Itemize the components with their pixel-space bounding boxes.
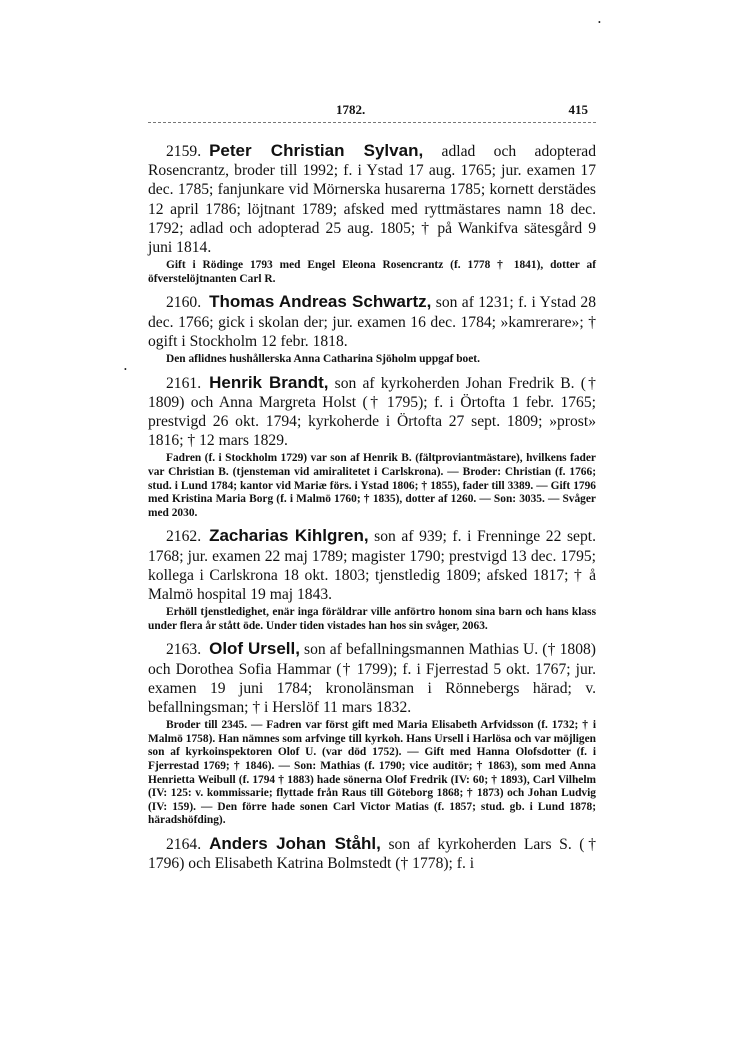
entry-note: Den aflidnes hushållerska Anna Catharina Sjöholm uppgaf boet. bbox=[166, 353, 480, 366]
entry-body: son af befallningsmannen Mathias U. († 1808) och Dorothea Sofia Hammar († 1799); f. i Fjerrestad 5 okt. 1767; jur. examen 19 juni 1784; kronolänsman i Rönnebergs härad; v. befallningsman; † i Herslöf 11 mars 1832. bbox=[148, 641, 596, 716]
entry-note: Erhöll tjenstledighet, enär inga föräldrar ville anförtro honom sina barn och hans klass under flera år stått öde. Under tiden vistades han hos sin svåger, 2063. bbox=[148, 606, 596, 632]
entry-main-text bbox=[148, 834, 596, 873]
margin-dot-left: • bbox=[124, 365, 127, 374]
entry-number: 2164. bbox=[166, 835, 202, 853]
entry-number: 2161. bbox=[166, 374, 202, 392]
entry-main-text bbox=[148, 373, 596, 451]
header-year: 1782. bbox=[336, 102, 366, 117]
margin-dot-top-right: • bbox=[598, 18, 601, 27]
entry-main-text bbox=[148, 141, 596, 257]
entry-note: Fadren (f. i Stockholm 1729) var son af Henrik B. (fältproviantmästare), hvilkens fader var Christian B. (tjensteman vid amiralitetet i Carlskrona). — Broder: Christian (f. 1766; stud. i Lund 1784; kantor vid Mariæ förs. i Ystad 1806; † 1855), fader till 3389. — Gift 1796 med Kristina Maria Borg (f. i Malmö 1760; † 1835), dotter af 1260. — Son: 3035. — Svåger med 2030. bbox=[148, 452, 596, 519]
entry-main-text bbox=[148, 639, 596, 717]
entry bbox=[148, 292, 596, 366]
entry-number: 2160. bbox=[166, 294, 202, 312]
entry-number: 2159. bbox=[166, 143, 202, 160]
entry bbox=[148, 141, 596, 286]
entry-name: Anders Johan Ståhl, bbox=[209, 833, 381, 853]
entry-number: 2162. bbox=[166, 528, 202, 546]
entry-name: Peter Christian Sylvan, bbox=[209, 141, 424, 160]
page-header bbox=[148, 96, 596, 118]
entry bbox=[148, 639, 596, 828]
page-number: 415 bbox=[568, 102, 588, 117]
entry-main-text bbox=[148, 292, 596, 351]
entry bbox=[148, 373, 596, 521]
entry-number: 2163. bbox=[166, 641, 202, 659]
entry-name: Thomas Andreas Schwartz, bbox=[209, 292, 432, 312]
entry-body: adlad och adopterad Rosencrantz, broder till 1992; f. i Ystad 17 aug. 1765; jur. examen 17 dec. 1785; fanjunkare vid Mörnerska husarerna 1785; kornett derstädes 12 april 1786; löjtnant 1789; afsked med ryttmästares namn 18 dec. 1792; adlad och adopterad 25 aug. 1805; † på Wankifva sätesgård 9 juni 1814. bbox=[148, 143, 597, 257]
entry-main-text bbox=[148, 526, 596, 604]
entry-name: Zacharias Kihlgren, bbox=[209, 526, 369, 546]
entry-note: Gift i Rödinge 1793 med Engel Eleona Rosencrantz (f. 1778 † 1841), dotter af öfverstelöjtnanten Carl R. bbox=[148, 259, 596, 285]
entry-name: Olof Ursell, bbox=[209, 639, 300, 659]
entry-body: son af kyrkoherden Lars S. († 1796) och Elisabeth Katrina Bolmstedt († 1778); f. i bbox=[148, 835, 596, 873]
entry-name: Henrik Brandt, bbox=[209, 372, 329, 392]
entry-list bbox=[148, 141, 596, 873]
entry bbox=[148, 834, 596, 873]
entry-body: son af 1231; f. i Ystad 28 dec. 1766; gick i skolan der; jur. examen 16 dec. 1784; »kamrerare»; † ogift i Stockholm 12 febr. 1818. bbox=[148, 294, 596, 350]
entry-body: son af kyrkoherden Johan Fredrik B. († 1809) och Anna Margreta Holst († 1795); f. i Örtofta 1 febr. 1765; prestvigd 26 okt. 1794; kyrkoherde i Örtofta 27 sept. 1809; »prost» 1816; † 12 mars 1829. bbox=[148, 374, 596, 450]
entry bbox=[148, 526, 596, 633]
entry-note: Broder till 2345. — Fadren var först gift med Maria Elisabeth Arfvidsson (f. 1732; † i Malmö 1758). Han nämnes som arfvinge till kyrkoh. Hans Ursell i Harlösa och var möjligen son af kyrkoinspektoren Olof U. (var död 1752). — Gift med Hanna Olofsdotter (f. i Fjerrestad 1769; † 1846). — Son: Mathias (f. 1790; vice auditör; † 1863), som med Anna Henrietta Weibull (f. 1794 † 1883) hade sönerna Olof Fredrik (IV: 60; † 1893), Carl Vilhelm (IV: 125: v. kommissarie; flyttade från Raus till Göteborg 1868; † 1873) och Johan Ludvig (IV: 159). — Den förre hade sonen Carl Victor Matias (f. 1857; stud. gb. i Lund 1878; häradshöfding). bbox=[148, 719, 596, 827]
entry-body: son af 939; f. i Frenninge 22 sept. 1768; jur. examen 22 maj 1789; magister 1790; prestvigd 13 dec. 1795; kollega i Carlskrona 18 okt. 1803; tjenstledig 1809; afsked 1817; † å Malmö hospital 19 maj 1843. bbox=[148, 528, 596, 603]
header-rule bbox=[148, 122, 596, 123]
document-page bbox=[148, 96, 596, 879]
